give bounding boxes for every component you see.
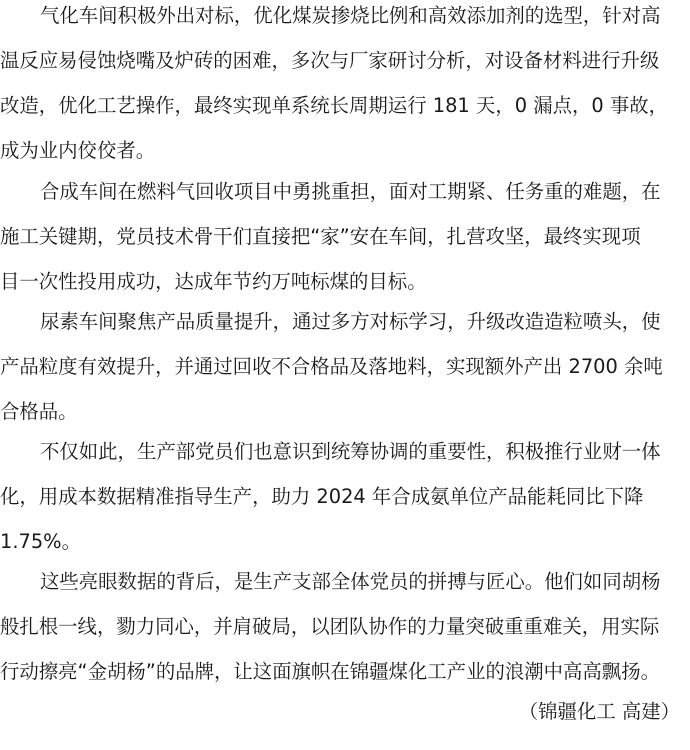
- text-line: 合成车间在燃料气回收项目中勇挑重担，面对工期紧、任务重的难题，在: [40, 180, 661, 203]
- text-line: 改造，优化工艺操作，最终实现单系统长周期运行 181 天，0 漏点，0 事故，: [0, 94, 669, 117]
- author-signature: （锦疆化工 高建）: [518, 700, 680, 723]
- text-line: 成为业内佼佼者。: [0, 139, 156, 162]
- text-line: 温反应易侵蚀烧嘴及炉砖的困难，多次与厂家研讨分析，对设备材料进行升级: [0, 49, 660, 72]
- text-line: 不仅如此，生产部党员们也意识到统筹协调的重要性，积极推行业财一体: [40, 440, 661, 463]
- paragraph-production-dept: [0, 438, 690, 573]
- text-line: 般扎根一线，勠力同心，并肩破局，以团队协作的力量突破重重难关，用实际: [0, 615, 660, 638]
- text-line: 合格品。: [0, 400, 78, 423]
- paragraph-conclusion: [0, 568, 690, 703]
- paragraph-urea: [0, 308, 690, 443]
- text-line: 施工关键期，党员技术骨干们直接把“家”安在车间，扎营攻坚，最终实现项: [0, 225, 641, 248]
- text-line: 这些亮眼数据的背后，是生产支部全体党员的拼搏与匠心。他们如同胡杨: [40, 570, 661, 593]
- paragraph-gasification: [0, 2, 690, 182]
- text-line: 化，用成本数据精准指导生产，助力 2024 年合成氨单位产品能耗同比下降: [0, 485, 644, 508]
- text-line: 尿素车间聚焦产品质量提升，通过多方对标学习，升级改造造粒喷头，使: [40, 310, 661, 333]
- text-line: 产品粒度有效提升，并通过回收不合格品及落地料，实现额外产出 2700 余吨: [0, 355, 663, 378]
- text-line: 气化车间积极外出对标，优化煤炭掺烧比例和高效添加剂的选型，针对高: [40, 4, 661, 27]
- paragraph-synthesis: [0, 178, 690, 313]
- text-line: 1.75%。: [0, 530, 81, 553]
- text-line: 行动擦亮“金胡杨”的品牌，让这面旗帜在锦疆煤化工产业的浪潮中高高飘扬。: [0, 660, 660, 683]
- text-line: 目一次性投用成功，达成年节约万吨标煤的目标。: [0, 270, 427, 293]
